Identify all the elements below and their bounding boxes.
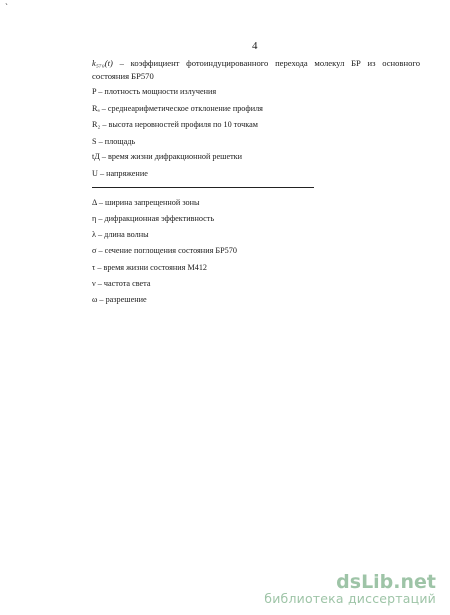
definition-omega: ω – разрешение [92,295,147,304]
intro-text-1: – коэффициент фотоиндуцированного перехода молекул БР из основного [112,58,420,68]
watermark-site: dsLib.net [336,571,436,593]
definition-td: tД – время жизни дифракционной решетки [92,152,243,161]
definition-s: S – площадь [92,137,136,146]
k570-symbol: k₅₇₀(t) [92,58,113,68]
dslib-watermark [264,572,436,606]
definition-nu: ν – частота света [92,279,151,288]
definition-rz: R₂ – высота неровностей профиля по 10 точкам [92,120,258,129]
definition-tau: τ – время жизни состояния М412 [92,263,208,272]
definition-p: P – плотность мощности излучения [92,87,217,96]
definition-u: U – напряжение [92,169,148,178]
intro-line-1 [92,57,420,69]
definition-eta: η – дифракционная эффективность [92,214,215,223]
watermark-subtitle: библиотека диссертаций [264,591,436,606]
separator-line [92,187,314,188]
definition-lambda: λ – длина волны [92,230,149,239]
intro-line-2: состояния БР570 [92,71,154,81]
definition-delta: Δ – ширина запрещенной зоны [92,198,200,207]
definition-sigma: σ – сечение поглощения состояния БР570 [92,246,237,255]
definition-ra: Rₐ – среднеарифметическое отклонение профиля [92,104,263,113]
corner-mark: ` [5,2,8,12]
page-number: 4 [252,40,258,52]
